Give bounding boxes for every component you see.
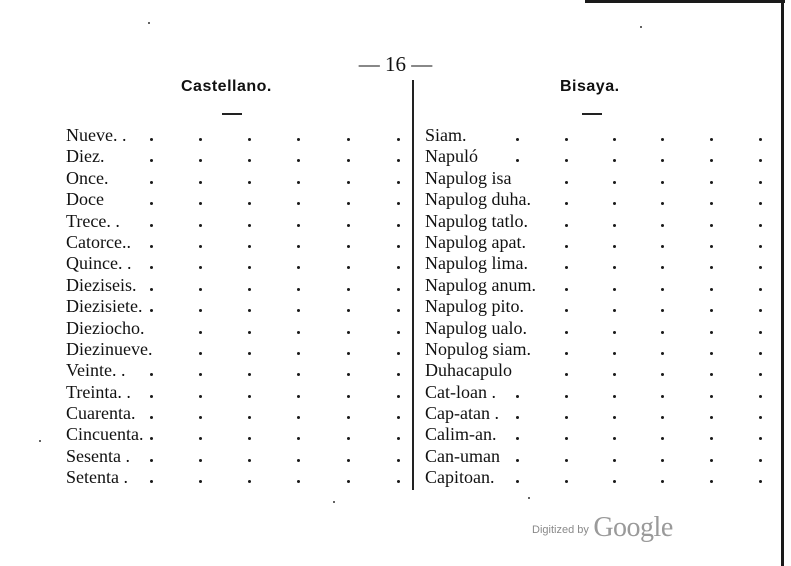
leader-dot (565, 331, 568, 334)
leader-dot (199, 138, 202, 141)
scan-speck (148, 22, 150, 24)
leader-dot (397, 416, 400, 419)
leader-dot (565, 373, 568, 376)
leader-dot (613, 288, 616, 291)
leader-dot (710, 416, 713, 419)
leader-dot (297, 480, 300, 483)
leader-dot (199, 266, 202, 269)
castellano-entry: Diezinueve. (66, 338, 153, 359)
leader-dot (516, 459, 519, 462)
castellano-entry: Nueve. . (66, 125, 127, 145)
leader-dot (613, 159, 616, 162)
leader-dot (759, 202, 762, 205)
leader-dot (397, 437, 400, 440)
leader-dot (150, 245, 153, 248)
leader-dot (710, 138, 713, 141)
leader-dot (297, 352, 300, 355)
leader-dot (759, 416, 762, 419)
scan-speck (39, 440, 41, 442)
leader-dot (297, 245, 300, 248)
leader-dot (199, 309, 202, 312)
leader-dot (297, 331, 300, 334)
leader-dot (199, 159, 202, 162)
leader-dot (613, 245, 616, 248)
castellano-header-rule (222, 113, 242, 115)
castellano-entry: Diezisiete. (66, 296, 143, 317)
leader-dot (397, 331, 400, 334)
leader-dot (347, 437, 350, 440)
leader-dot (661, 373, 664, 376)
leader-dot (199, 459, 202, 462)
leader-dot (397, 480, 400, 483)
bisaya-entry: Napulog anum. (425, 274, 536, 295)
castellano-entry: Cuarenta. (66, 403, 136, 424)
leader-dot (565, 480, 568, 483)
leader-dot (565, 395, 568, 398)
leader-dot (565, 416, 568, 419)
castellano-column (66, 125, 152, 489)
leader-dot (397, 181, 400, 184)
leader-dot (397, 138, 400, 141)
leader-dot (661, 416, 664, 419)
column-divider (412, 80, 414, 490)
leader-dot (150, 159, 153, 162)
leader-dot (661, 309, 664, 312)
leader-dot (248, 309, 251, 312)
castellano-header: Castellano. (181, 78, 272, 95)
leader-dot (565, 181, 568, 184)
leader-dot (613, 224, 616, 227)
leader-dot (248, 352, 251, 355)
leader-dot (565, 437, 568, 440)
leader-dot (248, 459, 251, 462)
leader-dot (150, 373, 153, 376)
leader-dot (397, 202, 400, 205)
leader-dot (710, 202, 713, 205)
leader-dot (199, 373, 202, 376)
leader-dot (759, 352, 762, 355)
leader-dot (150, 309, 153, 312)
leader-dot (565, 309, 568, 312)
leader-dot (347, 331, 350, 334)
leader-dot (565, 138, 568, 141)
leader-dot (248, 437, 251, 440)
leader-dot (248, 288, 251, 291)
leader-dot (248, 331, 251, 334)
leader-dot (710, 373, 713, 376)
bisaya-header: Bisaya. (560, 78, 620, 95)
leader-dot (347, 266, 350, 269)
leader-dot (710, 288, 713, 291)
leader-dot (710, 352, 713, 355)
leader-dot (565, 159, 568, 162)
digitized-label: Digitized by (532, 524, 589, 536)
leader-dot (516, 138, 519, 141)
leader-dot (397, 459, 400, 462)
leader-dot (347, 309, 350, 312)
leader-dot (661, 266, 664, 269)
leader-dot (565, 245, 568, 248)
leader-dot (199, 224, 202, 227)
bisaya-entry: Napulog isa (425, 167, 512, 188)
leader-dot (150, 181, 153, 184)
leader-dot (565, 224, 568, 227)
leader-dot (297, 373, 300, 376)
leader-dot (565, 352, 568, 355)
leader-dot (759, 266, 762, 269)
leader-dot (759, 331, 762, 334)
leader-dot (297, 224, 300, 227)
castellano-entry: Diez. (66, 146, 105, 167)
castellano-entry: Dieziocho. (66, 317, 145, 338)
leader-dot (150, 416, 153, 419)
leader-dot (199, 181, 202, 184)
leader-dot (248, 245, 251, 248)
leader-dot (297, 159, 300, 162)
castellano-entry: Once. (66, 167, 109, 188)
leader-dot (397, 245, 400, 248)
leader-dot (297, 309, 300, 312)
bisaya-column (425, 125, 536, 489)
leader-dot (150, 224, 153, 227)
castellano-entry: Cincuenta. (66, 424, 144, 445)
leader-dot (199, 437, 202, 440)
leader-dot (710, 266, 713, 269)
leader-dot (397, 352, 400, 355)
leader-dot (661, 181, 664, 184)
leader-dot (199, 331, 202, 334)
castellano-entry: Catorce.. (66, 231, 131, 252)
castellano-entry: Dieziseis. (66, 274, 137, 295)
leader-dot (248, 181, 251, 184)
leader-dot (710, 224, 713, 227)
leader-dot (613, 309, 616, 312)
leader-dot (297, 202, 300, 205)
leader-dot (199, 480, 202, 483)
leader-dot (565, 266, 568, 269)
leader-dot (397, 395, 400, 398)
leader-dot (613, 138, 616, 141)
leader-dot (516, 395, 519, 398)
leader-dot (150, 266, 153, 269)
leader-dot (347, 245, 350, 248)
bisaya-entry: Napuló (425, 146, 478, 167)
leader-dot (759, 138, 762, 141)
leader-dot (297, 138, 300, 141)
leader-dot (150, 480, 153, 483)
castellano-entry: Setenta . (66, 467, 128, 488)
castellano-entry: Doce (66, 189, 104, 210)
leader-dot (248, 159, 251, 162)
scan-speck (333, 501, 335, 503)
bisaya-entry: Cap-atan . (425, 403, 499, 424)
leader-dot (397, 266, 400, 269)
leader-dot (710, 159, 713, 162)
leader-dot (397, 288, 400, 291)
castellano-entry: Quince. . (66, 253, 132, 274)
leader-dot (759, 373, 762, 376)
bisaya-entry: Napulog tatlo. (425, 210, 528, 231)
google-logo: Google (593, 512, 673, 543)
bisaya-entry: Calim-an. (425, 424, 497, 445)
leader-dot (759, 395, 762, 398)
bisaya-entry: Duhacapulo (425, 360, 512, 381)
leader-dot (759, 309, 762, 312)
leader-dot (710, 309, 713, 312)
castellano-entry: Sesenta . (66, 445, 130, 466)
leader-dot (248, 480, 251, 483)
leader-dot (661, 480, 664, 483)
leader-dot (297, 395, 300, 398)
leader-dot (759, 224, 762, 227)
leader-dot (613, 202, 616, 205)
bisaya-entry: Napulog apat. (425, 231, 526, 252)
bisaya-entry: Napulog pito. (425, 296, 524, 317)
leader-dot (613, 331, 616, 334)
leader-dot (347, 181, 350, 184)
leader-dot (347, 138, 350, 141)
leader-dot (759, 437, 762, 440)
leader-dot (347, 480, 350, 483)
leader-dot (565, 202, 568, 205)
leader-dot (661, 459, 664, 462)
leader-dot (710, 245, 713, 248)
leader-dot (297, 437, 300, 440)
leader-dot (613, 416, 616, 419)
leader-dot (150, 288, 153, 291)
leader-dot (150, 395, 153, 398)
leader-dot (613, 352, 616, 355)
leader-dot (150, 459, 153, 462)
leader-dot (613, 266, 616, 269)
leader-dot (347, 159, 350, 162)
leader-dot (248, 373, 251, 376)
leader-dot (347, 352, 350, 355)
leader-dot (613, 459, 616, 462)
leader-dot (710, 395, 713, 398)
leader-dot (297, 288, 300, 291)
leader-dot (347, 395, 350, 398)
leader-dot (347, 373, 350, 376)
google-digitized-watermark (532, 512, 673, 544)
scan-speck (528, 497, 530, 499)
page-top-edge (585, 0, 785, 3)
leader-dot (661, 202, 664, 205)
castellano-entry: Trece. . (66, 210, 120, 231)
leader-dot (248, 138, 251, 141)
leader-dot (150, 202, 153, 205)
leader-dot (199, 202, 202, 205)
leader-dot (661, 331, 664, 334)
leader-dot (347, 224, 350, 227)
bisaya-entry: Napulog duha. (425, 189, 531, 210)
leader-dot (248, 395, 251, 398)
leader-dot (710, 437, 713, 440)
leader-dot (613, 437, 616, 440)
castellano-entry: Treinta. . (66, 381, 131, 402)
leader-dot (347, 459, 350, 462)
leader-dot (661, 288, 664, 291)
leader-dot (759, 159, 762, 162)
leader-dot (347, 288, 350, 291)
leader-dot (759, 459, 762, 462)
page-number: — 16 — (358, 52, 433, 76)
leader-dot (661, 245, 664, 248)
leader-dot (661, 159, 664, 162)
leader-dot (397, 224, 400, 227)
bisaya-entry: Siam. (425, 125, 467, 145)
scan-speck (640, 26, 642, 28)
leader-dot (248, 416, 251, 419)
bisaya-entry: Nopulog siam. (425, 338, 531, 359)
bisaya-entry: Cat-loan . (425, 381, 496, 402)
leader-dot (347, 416, 350, 419)
bisaya-entry: Napulog lima. (425, 253, 528, 274)
leader-dot (199, 352, 202, 355)
leader-dot (297, 459, 300, 462)
castellano-entry: Veinte. . (66, 360, 126, 381)
leader-dot (759, 480, 762, 483)
leader-dot (297, 181, 300, 184)
leader-dot (199, 395, 202, 398)
page-edge-shadow (781, 0, 784, 566)
leader-dot (710, 459, 713, 462)
bisaya-header-rule (582, 113, 602, 115)
leader-dot (199, 416, 202, 419)
leader-dot (248, 266, 251, 269)
leader-dot (613, 395, 616, 398)
leader-dot (565, 288, 568, 291)
leader-dot (397, 159, 400, 162)
leader-dot (661, 437, 664, 440)
leader-dot (248, 202, 251, 205)
leader-dot (613, 181, 616, 184)
leader-dot (199, 245, 202, 248)
leader-dot (347, 202, 350, 205)
leader-dot (661, 352, 664, 355)
leader-dot (710, 331, 713, 334)
leader-dot (397, 373, 400, 376)
leader-dot (297, 266, 300, 269)
leader-dot (661, 138, 664, 141)
bisaya-entry: Can-uman (425, 445, 500, 466)
leader-dot (613, 480, 616, 483)
leader-dot (661, 395, 664, 398)
leader-dot (297, 416, 300, 419)
bisaya-entry: Napulog ualo. (425, 317, 527, 338)
bisaya-entry: Capitoan. (425, 467, 495, 488)
leader-dot (759, 181, 762, 184)
leader-dot (565, 459, 568, 462)
leader-dot (397, 309, 400, 312)
leader-dot (199, 288, 202, 291)
leader-dot (710, 480, 713, 483)
leader-dot (759, 245, 762, 248)
leader-dot (248, 224, 251, 227)
leader-dot (759, 288, 762, 291)
leader-dot (661, 224, 664, 227)
leader-dot (150, 138, 153, 141)
leader-dot (710, 181, 713, 184)
leader-dot (613, 373, 616, 376)
